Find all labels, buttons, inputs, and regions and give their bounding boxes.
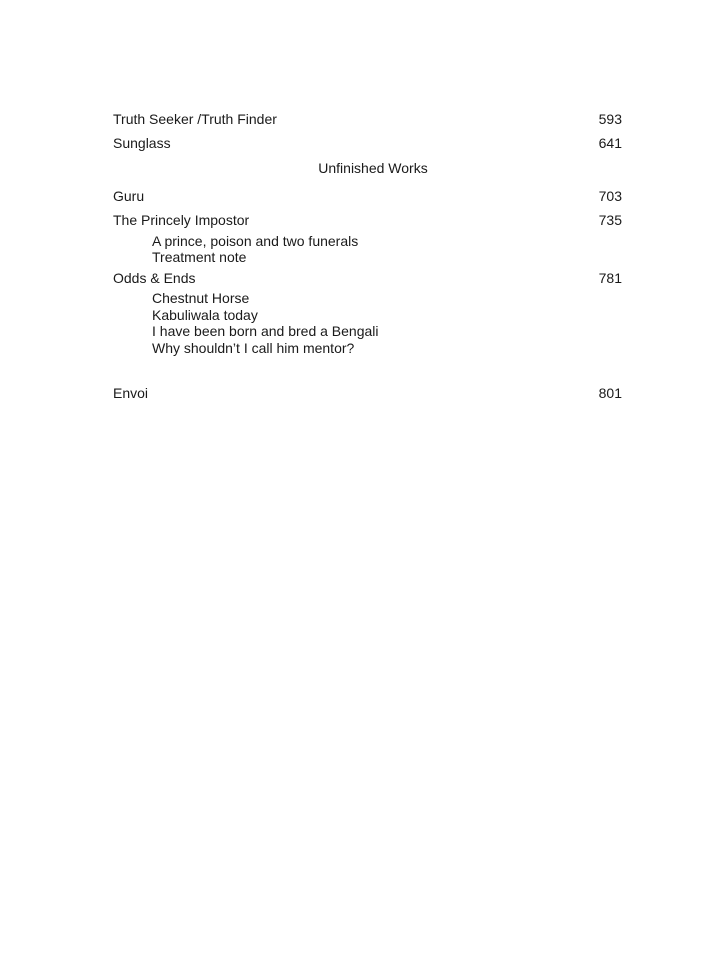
toc-subitem: A prince, poison and two funerals	[152, 233, 359, 249]
toc-entry-page: 781	[598, 270, 622, 286]
toc-entry-page: 641	[598, 135, 622, 151]
toc-entry-page: 735	[598, 212, 622, 228]
section-heading: Unfinished Works	[318, 160, 428, 176]
toc-entry-title: Truth Seeker /Truth Finder	[113, 111, 277, 127]
toc-subitem: Kabuliwala today	[152, 307, 258, 323]
toc-entry-page: 801	[598, 385, 622, 401]
toc-subitem: I have been born and bred a Bengali	[152, 323, 379, 339]
toc-entry-title: Guru	[113, 188, 145, 204]
toc-subitem: Why shouldn’t I call him mentor?	[152, 340, 355, 356]
toc-entry-page: 703	[598, 188, 622, 204]
toc-entry-title: Sunglass	[113, 135, 171, 151]
toc-entry-title: Odds & Ends	[113, 270, 196, 286]
toc-entry-page: 593	[598, 111, 622, 127]
toc-subitem: Chestnut Horse	[152, 290, 250, 306]
toc-subitem: Treatment note	[152, 249, 247, 265]
toc-entry-title: The Princely Impostor	[113, 212, 250, 228]
toc-entry-title: Envoi	[113, 385, 149, 401]
